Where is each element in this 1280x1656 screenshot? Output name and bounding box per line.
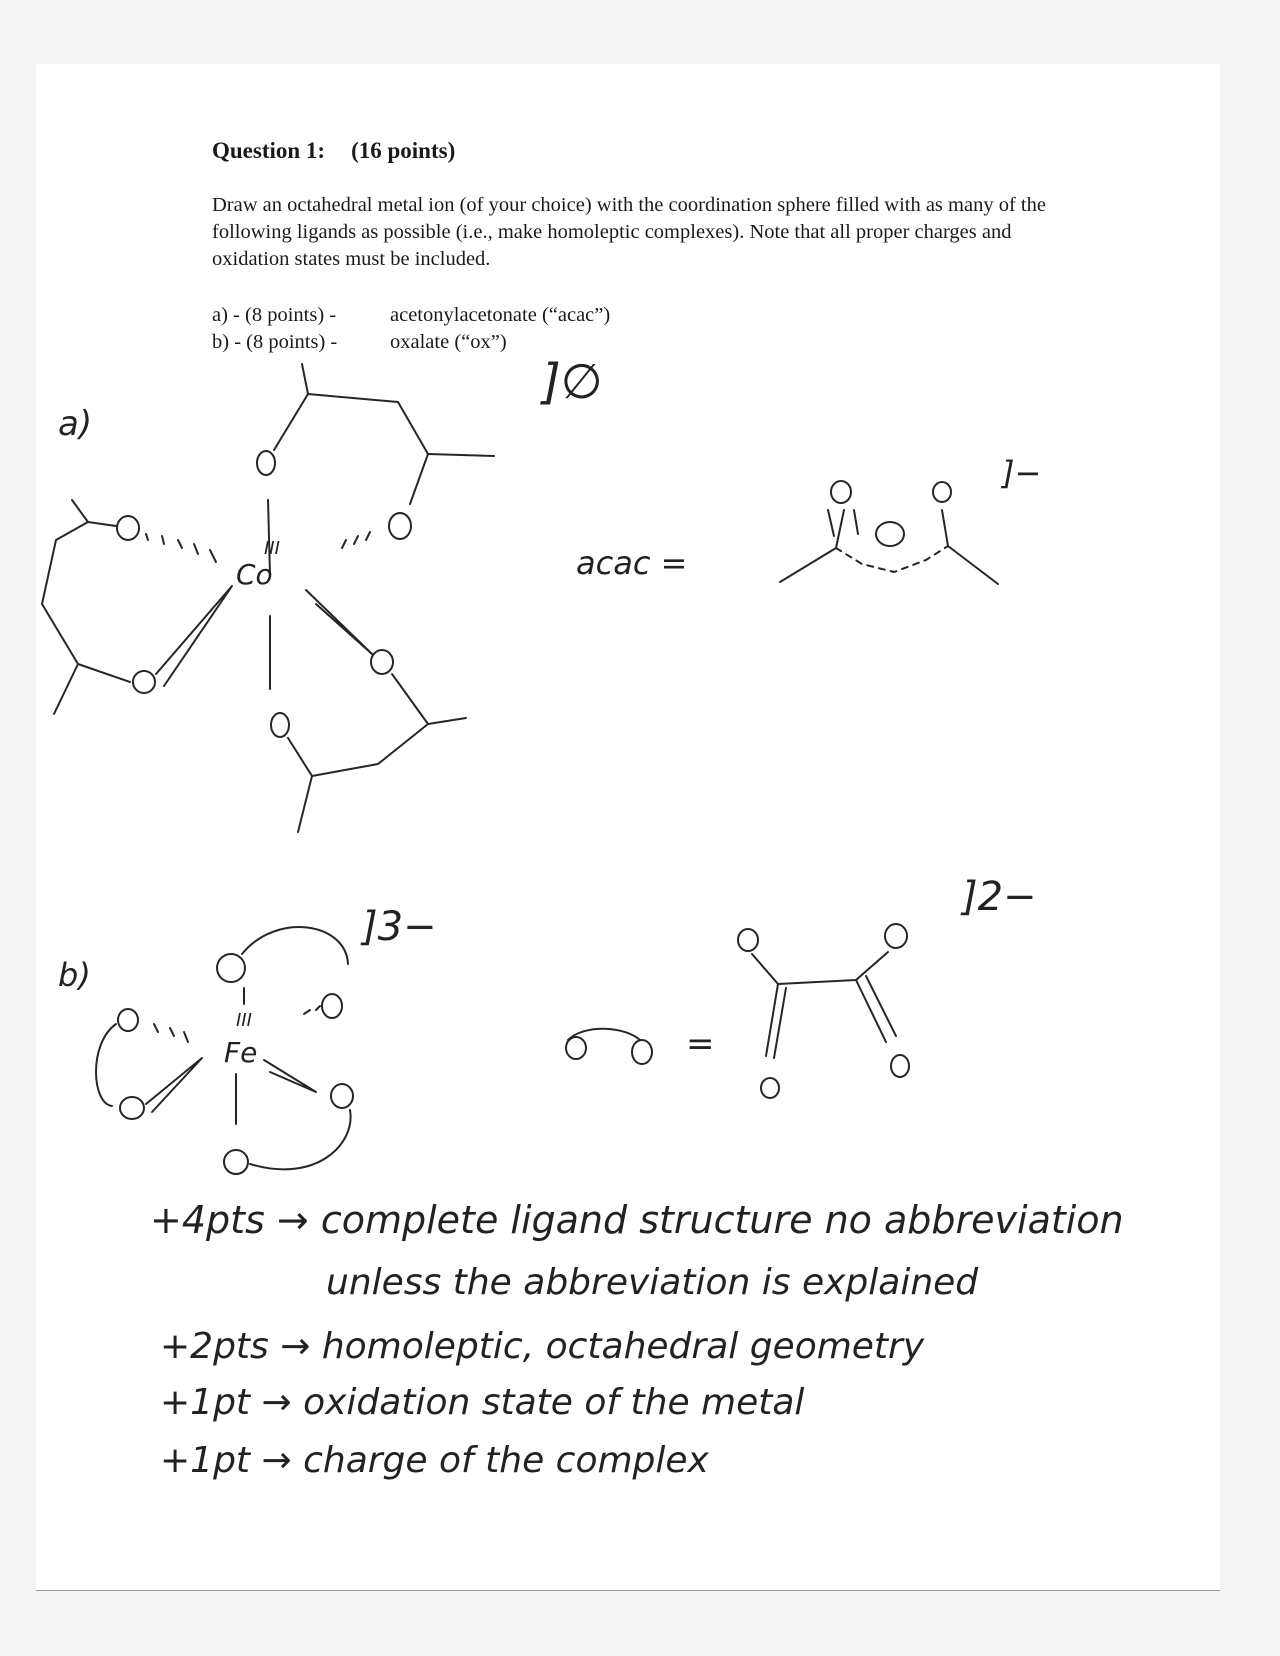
part-a-label: a) - (8 points) - [212,304,337,326]
hand-part-b-charge: ]3− [362,904,437,950]
rubric-line-5: +1pt → charge of the complex [160,1440,709,1481]
hand-part-b-oxidation: III [236,1010,252,1031]
hand-acac-label: acac = [576,544,688,582]
hand-part-a-charge: ]∅ [542,354,603,410]
question-instructions: Draw an octahedral metal ion (of your choice) with the coordination sphere filled with as many of the following ligands as possible (i.e., make homoleptic complexes). Note that all proper charges and oxidation states must be included. [212,194,1046,270]
hand-oxalate-equals: = [686,1024,715,1064]
hand-part-b-metal: Fe [224,1036,258,1069]
hand-oxalate-charge: ]2− [962,874,1037,920]
oxalate-ligand-sketch [566,924,909,1098]
hand-part-a-metal: Co [236,558,273,591]
part-a-ligand: acetonylacetonate (“acac”) [390,304,611,326]
scan-bottom-edge [36,1590,1220,1591]
co-acac-complex-sketch [42,364,494,832]
rubric-line-3: +2pts → homoleptic, octahedral geometry [160,1326,925,1367]
rubric-line-4: +1pt → oxidation state of the metal [160,1382,805,1423]
question-title: Question 1: [212,138,326,163]
hand-acac-charge: ]− [1002,454,1042,492]
hand-part-a-oxidation: III [264,538,280,559]
hand-part-b-label: b) [58,956,91,994]
rubric-line-2: unless the abbreviation is explained [326,1262,979,1303]
exam-page [36,64,1220,1590]
question-points: (16 points) [351,138,456,163]
part-b-label: b) - (8 points) - [212,331,338,353]
hand-part-a-label: a) [58,404,93,444]
part-b-ligand: oxalate (“ox”) [390,331,507,353]
rubric-line-1: +4pts → complete ligand structure no abbreviation [150,1198,1124,1242]
